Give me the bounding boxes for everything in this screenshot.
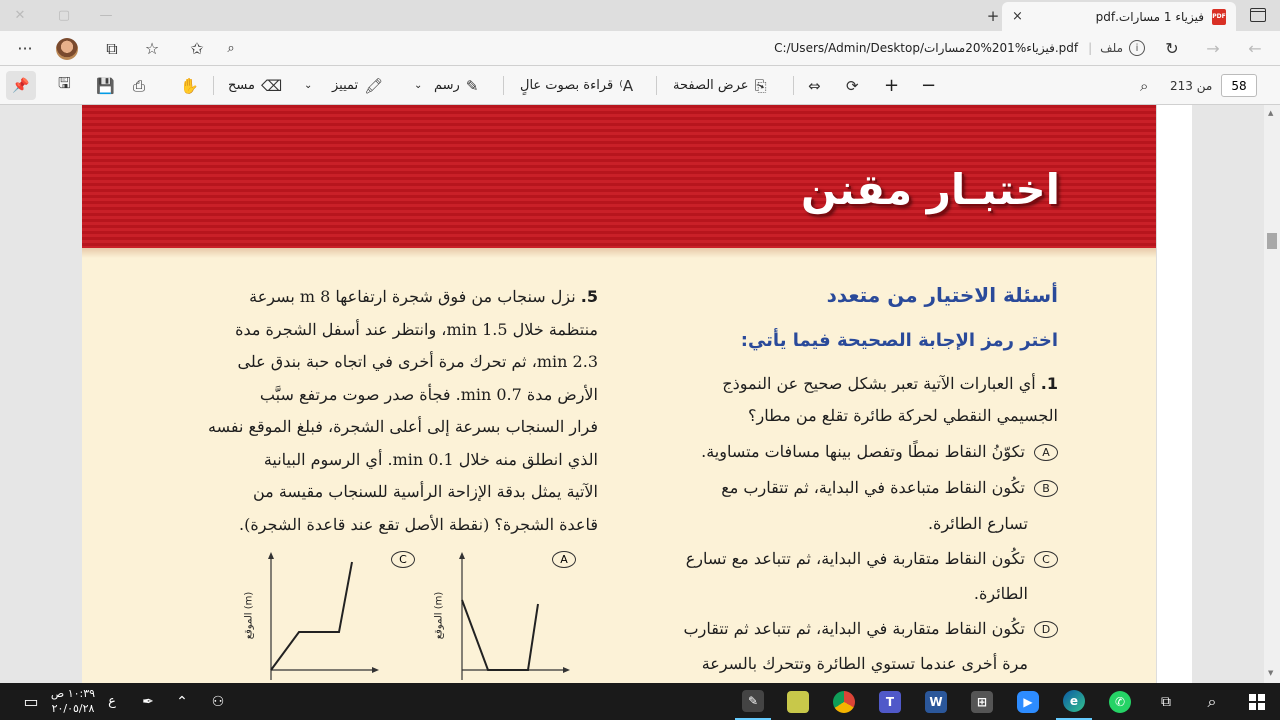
highlight-dropdown-chevron[interactable] — [304, 66, 312, 105]
adjacent-page-edge — [1156, 105, 1192, 683]
back-icon[interactable]: ← — [1248, 39, 1262, 58]
zoom-out-button[interactable] — [921, 66, 936, 105]
rotate-icon: ⟳ — [846, 76, 859, 95]
print-icon: ⎙ — [133, 76, 146, 95]
favorites-icon[interactable]: ☆ — [144, 39, 160, 58]
page-view-label: عرض الصفحة — [673, 78, 749, 93]
option-c-text: تكُون النقاط متقاربة في البداية، ثم تتباعد مع تسارع — [685, 549, 1025, 568]
toolbar-divider — [503, 76, 504, 95]
taskbar-app-word[interactable] — [918, 683, 954, 720]
clock-date: ٢٠/٠٥/٢٨ — [51, 702, 95, 715]
graph-c-y-arrow — [268, 552, 274, 559]
save-button[interactable] — [96, 66, 115, 105]
start-menu-icon[interactable] — [1249, 694, 1265, 710]
chapter-banner — [82, 105, 1156, 252]
option-b-text: تكُون النقاط متباعدة في البداية، ثم تتقارب مع — [721, 478, 1025, 497]
profile-avatar[interactable] — [56, 38, 78, 60]
pdf-page — [82, 105, 1156, 683]
edge-icon: e — [1063, 690, 1085, 712]
mcq-heading: أسئلة الاختيار من متعدد — [826, 283, 1058, 307]
pen-app-icon: ✎ — [742, 690, 764, 712]
minus-icon: − — [921, 75, 937, 96]
highlighter-icon: 🖍 — [364, 76, 384, 95]
option-a — [701, 435, 1058, 469]
draw-dropdown-chevron[interactable] — [414, 66, 422, 105]
option-d-text: تكُون النقاط متقاربة في البداية، ثم تتباعد ثم تتقارب — [683, 619, 1025, 638]
q5-line-1-text: نزل سنجاب من فوق شجرة ارتفاعها 8 m بسرعة — [249, 287, 576, 306]
more-menu-icon[interactable]: ··· — [17, 39, 33, 58]
q5-line-5: فرار السنجاب بسرعة إلى أعلى الشجرة، فبلغ الموقع نفسه — [208, 417, 598, 436]
option-b-letter: B — [1034, 480, 1058, 497]
page-number-input[interactable]: 58 — [1221, 74, 1257, 97]
pdf-file-icon: PDF — [1212, 9, 1226, 25]
save-as-button[interactable] — [58, 66, 71, 105]
highlight-button[interactable] — [332, 66, 383, 105]
option-d — [684, 612, 1058, 646]
fit-page-button[interactable] — [808, 66, 821, 105]
taskbar-app-teams[interactable] — [872, 683, 908, 720]
page-view-button[interactable] — [673, 66, 767, 105]
toolbar-divider — [656, 76, 657, 95]
graph-c-letter: C — [391, 551, 415, 568]
q1-line1 — [722, 367, 1058, 401]
hand-icon: ✋ — [180, 76, 199, 95]
taskbar-app-store[interactable] — [964, 683, 1000, 720]
taskbar-app-zoom[interactable] — [1010, 683, 1046, 720]
read-aloud-icon: A⁾ — [619, 76, 634, 95]
q5-line-3: 2.3 min، ثم تحرك مرة أخرى في اتجاه حبة بندق على — [237, 352, 598, 371]
url-text: C:/Users/Admin/Desktop/فيزياء%201%20مسارات.pdf — [774, 41, 1079, 55]
notifications-icon[interactable]: ▭ — [23, 692, 39, 711]
active-tab[interactable] — [1002, 2, 1236, 31]
search-taskbar-icon[interactable]: ⌕ — [1207, 691, 1217, 711]
taskbar-app-chrome[interactable] — [826, 683, 862, 720]
q5-block — [198, 281, 598, 541]
collections-icon[interactable]: ⧉ — [106, 38, 118, 58]
find-button[interactable] — [1140, 66, 1148, 105]
store-icon: ⊞ — [971, 691, 993, 713]
page-view-icon: ⎘ — [754, 76, 767, 95]
refresh-icon[interactable]: ↻ — [1165, 39, 1179, 58]
scrollbar-thumb[interactable] — [1267, 233, 1277, 249]
taskbar-app-pen[interactable] — [735, 683, 771, 720]
save-icon: 💾 — [96, 76, 115, 95]
plus-icon: + — [884, 75, 900, 96]
close-window-icon[interactable]: ✕ — [14, 8, 26, 23]
rotate-button[interactable] — [846, 66, 859, 105]
input-language[interactable]: ع — [108, 694, 116, 709]
task-view-icon[interactable]: ⧉ — [1161, 693, 1171, 710]
erase-label: مسح — [228, 78, 255, 93]
graph-a — [438, 550, 588, 683]
close-tab-icon[interactable]: × — [1012, 9, 1023, 24]
taskbar-app-whatsapp[interactable] — [1102, 683, 1138, 720]
read-aloud-label: قراءة بصوت عالٍ — [520, 78, 614, 93]
forward-icon[interactable]: → — [1206, 39, 1220, 58]
print-button[interactable] — [133, 66, 145, 105]
q5-number: 5. — [580, 287, 598, 306]
tab-title: فيزياء 1 مسارات.pdf — [1095, 9, 1204, 24]
q1-line2: الجسيمي النقطي لحركة طائرة تقلع من مطار؟ — [748, 406, 1058, 425]
notes-app-icon — [787, 691, 809, 713]
taskbar-app-notes[interactable] — [780, 683, 816, 720]
windows-taskbar — [0, 683, 1280, 720]
restore-window-icon[interactable]: ▢ — [57, 8, 71, 23]
pen-workspace-icon[interactable]: ✒ — [142, 693, 154, 710]
banner-title: اختبـار مقنن — [800, 165, 1060, 214]
instruction-text: اختر رمز الإجابة الصحيحة فيما يأتي: — [740, 330, 1058, 351]
pdf-toolbar — [0, 66, 1280, 105]
chevron-down-icon: ⌄ — [304, 80, 313, 91]
graph-a-x-arrow — [563, 667, 570, 673]
chevron-down-icon: ⌄ — [414, 80, 423, 91]
option-b — [721, 471, 1058, 505]
q5-line-6: الذي انطلق منه خلال 0.1 min. أي الرسوم البيانية — [263, 449, 598, 469]
address-bar — [0, 31, 1280, 66]
option-b-cont: تسارع الطائرة. — [927, 514, 1028, 533]
option-d-letter: D — [1034, 621, 1058, 638]
q5-line-1 — [198, 281, 598, 314]
minimize-window-icon[interactable]: — — [99, 8, 113, 23]
read-aloud-button[interactable] — [520, 66, 633, 105]
eraser-icon: ⌫ — [260, 76, 283, 95]
vertical-scrollbar[interactable] — [1264, 105, 1280, 683]
zoom-in-button[interactable] — [884, 66, 899, 105]
whatsapp-icon: ✆ — [1109, 691, 1131, 713]
toolbar-divider — [793, 76, 794, 95]
word-icon: W — [925, 691, 947, 713]
q5-line-8: قاعدة الشجرة؟ (نقطة الأصل تقع عند قاعدة الشجرة). — [239, 514, 598, 534]
teams-icon: T — [879, 691, 901, 713]
pin-toolbar-icon[interactable]: 📌 — [6, 71, 36, 100]
save-as-icon: 🖫 — [58, 74, 71, 92]
graph-c-x-arrow — [372, 667, 379, 673]
option-a-letter: A — [1034, 444, 1058, 461]
graph-a-y-arrow — [459, 552, 465, 559]
graph-a-ylabel: الموقع (m) — [433, 591, 445, 640]
option-c — [686, 542, 1058, 576]
graph-c — [247, 550, 397, 683]
highlight-label: تمييز — [332, 78, 359, 93]
option-d-cont: مرة أخرى عندما تستوي الطائرة وتتحرك بالسرعة — [701, 654, 1028, 673]
add-favorite-icon[interactable]: ✩ — [190, 39, 204, 58]
system-clock[interactable] — [50, 686, 96, 716]
q5-line-4: الأرض مدة 0.7 min. فجأة صدر صوت مرتفع سبَّب — [259, 384, 598, 404]
scroll-down-icon[interactable]: ▼ — [1268, 669, 1274, 677]
scroll-up-icon[interactable]: ▲ — [1268, 109, 1274, 117]
url-field[interactable] — [240, 35, 1145, 61]
option-c-cont: الطائرة. — [973, 584, 1028, 603]
graph-a-letter: A — [552, 551, 576, 568]
zoom-app-icon: ▶ — [1017, 691, 1039, 713]
tab-actions-icon[interactable] — [1250, 8, 1266, 22]
url-separator: | — [1088, 41, 1093, 55]
site-info-icon[interactable]: i — [1129, 40, 1145, 56]
pen-icon: ✎ — [465, 76, 479, 95]
erase-button[interactable] — [228, 66, 282, 105]
q1-number: 1. — [1040, 374, 1058, 393]
search-icon: ⌕ — [1140, 76, 1149, 95]
fit-page-icon: ⇔ — [808, 76, 821, 95]
q5-line-7: الآتية يمثل بدقة الإزاحة الرأسية للسنجاب مقيسة من — [252, 482, 598, 501]
clock-time: ١٠:٣٩ ص — [50, 687, 96, 700]
new-tab-button[interactable]: + — [986, 6, 1000, 25]
show-hidden-icons[interactable]: ⌃ — [176, 693, 188, 710]
graph-c-line — [271, 562, 352, 670]
graph-c-ylabel: الموقع (m) — [243, 591, 255, 640]
url-scheme-label: ملف — [1100, 41, 1123, 55]
graph-a-line — [462, 600, 538, 670]
touch-button[interactable] — [180, 66, 199, 105]
q5-line-2: منتظمة خلال 1.5 min، وانتظر عند أسفل الشجرة مدة — [235, 319, 598, 339]
draw-label: رسم — [434, 78, 460, 93]
people-icon[interactable]: ⚇ — [211, 693, 225, 710]
q1-text-1: أي العبارات الآتية تعبر بشكل صحيح عن النموذج — [722, 374, 1036, 393]
chrome-icon — [833, 691, 855, 713]
option-a-text: تكوّنُ النقاط نمطًا وتفصل بينها مسافات متساوية. — [701, 442, 1025, 461]
option-c-letter: C — [1034, 551, 1058, 568]
page-total-label: من 213 — [1170, 78, 1213, 93]
zoom-icon[interactable]: ⌕ — [227, 41, 235, 56]
draw-button[interactable] — [434, 66, 478, 105]
tab-strip — [0, 0, 1280, 31]
taskbar-app-edge[interactable] — [1056, 683, 1092, 720]
pdf-viewport[interactable] — [0, 105, 1264, 683]
toolbar-divider — [213, 76, 214, 95]
